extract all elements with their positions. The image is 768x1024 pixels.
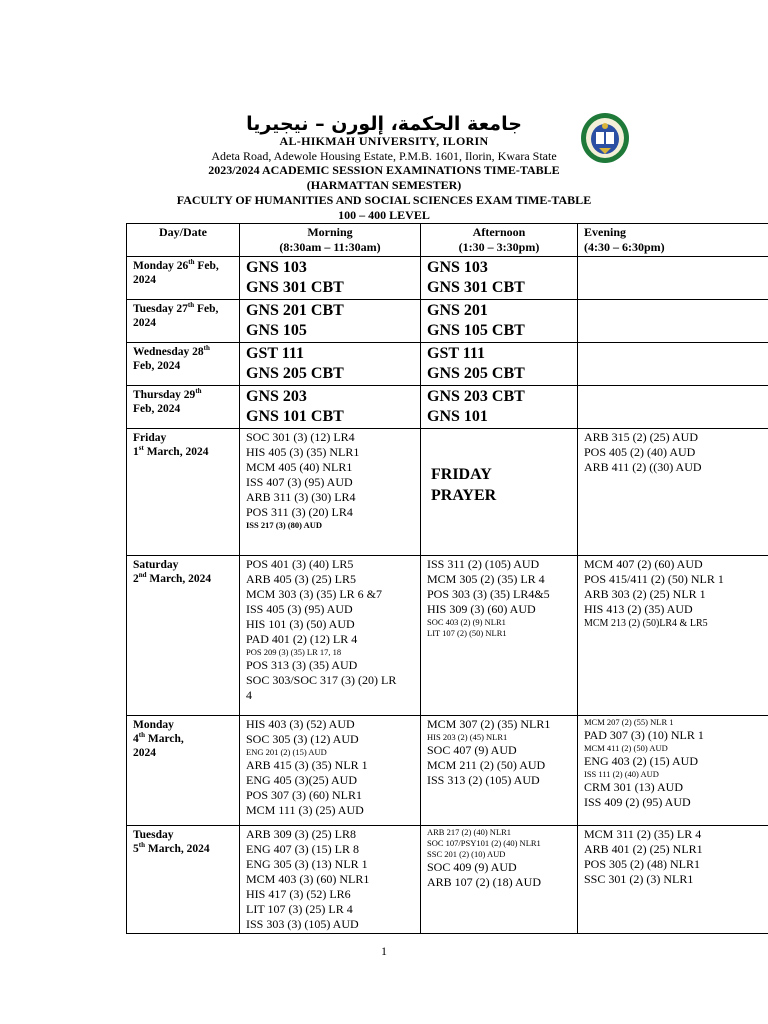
session-title: 2023/2024 ACADEMIC SESSION EXAMINATIONS TIME-TABLE [208, 163, 560, 177]
university-logo-icon [579, 112, 631, 164]
afternoon-cell: ISS 311 (2) (105) AUD MCM 305 (2) (35) LR 4 POS 303 (3) (35) LR4&5 HIS 309 (3) (60) AUD SOC 403 (2) (9) NLR1 LIT 107 (2) (50) NLR1 [421, 556, 578, 716]
friday-prayer-label: FRIDAY PRAYER [431, 466, 497, 504]
morning-cell: POS 401 (3) (40) LR5 ARB 405 (3) (25) LR5 MCM 303 (3) (35) LR 6 &7 ISS 405 (3) (95) AUD HIS 101 (3) (50) AUD PAD 401 (2) (12) LR 4 POS 209 (3) (35) LR 17, 18 POS 313 (3) (35) AUD SOC 303/SOC 317 (3) (20) LR 4 [240, 556, 421, 716]
afternoon-cell: MCM 307 (2) (35) NLR1 HIS 203 (2) (45) NLR1 SOC 407 (9) AUD MCM 211 (2) (50) AUD ISS 313 (2) (105) AUD [421, 716, 578, 826]
day-cell: Tuesday 5th March, 2024 [127, 826, 240, 934]
column-header-day: Day/Date [127, 224, 240, 257]
university-address: Adeta Road, Adewole Housing Estate, P.M.B. 1601, Ilorin, Kwara State [211, 149, 557, 163]
morning-cell: SOC 301 (3) (12) LR4 HIS 405 (3) (35) NLR1 MCM 405 (40) NLR1 ISS 407 (3) (95) AUD ARB 311 (3) (30) LR4 POS 311 (3) (20) LR4 ISS 217 (3) (80) AUD [240, 429, 421, 556]
morning-cell: GNS 203 GNS 101 CBT [240, 386, 421, 429]
university-name: AL-HIKMAH UNIVERSITY, ILORIN [279, 134, 489, 148]
evening-cell [578, 386, 768, 429]
morning-cell: HIS 403 (3) (52) AUD SOC 305 (3) (12) AUD ENG 201 (2) (15) AUD ARB 415 (3) (35) NLR 1 ENG 405 (3)(25) AUD POS 307 (3) (60) NLR1 MCM 111 (3) (25) AUD [240, 716, 421, 826]
evening-cell [578, 257, 768, 300]
afternoon-cell: ARB 217 (2) (40) NLR1 SOC 107/PSY101 (2) (40) NLR1 SSC 201 (2) (10) AUD SOC 409 (9) AUD ARB 107 (2) (18) AUD [421, 826, 578, 934]
evening-cell: MCM 407 (2) (60) AUD POS 415/411 (2) (50) NLR 1 ARB 303 (2) (25) NLR 1 HIS 413 (2) (35) AUD MCM 213 (2) (50)LR4 & LR5 [578, 556, 768, 716]
column-header-afternoon: Afternoon (1:30 – 3:30pm) [421, 224, 578, 257]
table-row [127, 257, 768, 300]
day-cell: Saturday 2nd March, 2024 [127, 556, 240, 716]
evening-cell: MCM 207 (2) (55) NLR 1 PAD 307 (3) (10) NLR 1 MCM 411 (2) (50) AUD ENG 403 (2) (15) AUD ISS 111 (2) (40) AUD CRM 301 (13) AUD ISS 409 (2) (95) AUD [578, 716, 768, 826]
afternoon-cell: GNS 103 GNS 301 CBT [421, 257, 578, 300]
column-header-morning: Morning (8:30am – 11:30am) [240, 224, 421, 257]
morning-cell: GNS 103 GNS 301 CBT [240, 257, 421, 300]
day-cell: Thursday 29th Feb, 2024 [127, 386, 240, 429]
afternoon-cell: GNS 201 GNS 105 CBT [421, 300, 578, 343]
page-number: 1 [381, 944, 387, 958]
day-cell: Tuesday 27th Feb, 2024 [127, 300, 240, 343]
table-row [127, 826, 768, 934]
arabic-university-name: جامعة الحكمة، إلورن – نيجيريا [246, 113, 522, 135]
table-row [127, 556, 768, 716]
day-cell: Monday 26th Feb, 2024 [127, 257, 240, 300]
afternoon-cell: GST 111 GNS 205 CBT [421, 343, 578, 386]
table-row [127, 386, 768, 429]
day-cell: Friday 1st March, 2024 [127, 429, 240, 556]
semester-title: (HARMATTAN SEMESTER) [306, 178, 462, 192]
table-header-row [127, 224, 768, 257]
afternoon-cell [421, 429, 578, 556]
evening-cell: ARB 315 (2) (25) AUD POS 405 (2) (40) AUD ARB 411 (2) ((30) AUD [578, 429, 768, 556]
day-cell: Monday 4th March, 2024 [127, 716, 240, 826]
table-row [127, 429, 768, 556]
morning-cell: GNS 201 CBT GNS 105 [240, 300, 421, 343]
afternoon-cell: GNS 203 CBT GNS 101 [421, 386, 578, 429]
table-row [127, 716, 768, 826]
morning-cell: ARB 309 (3) (25) LR8 ENG 407 (3) (15) LR 8 ENG 305 (3) (13) NLR 1 MCM 403 (3) (60) NLR1 HIS 417 (3) (52) LR6 LIT 107 (3) (25) LR 4 ISS 303 (3) (105) AUD [240, 826, 421, 934]
exam-timetable [126, 223, 768, 934]
evening-cell [578, 343, 768, 386]
column-header-evening: Evening (4:30 – 6:30pm) [578, 224, 768, 257]
evening-cell [578, 300, 768, 343]
morning-cell: GST 111 GNS 205 CBT [240, 343, 421, 386]
evening-cell: MCM 311 (2) (35) LR 4 ARB 401 (2) (25) NLR1 POS 305 (2) (48) NLR1 SSC 301 (2) (3) NLR1 [578, 826, 768, 934]
table-row [127, 300, 768, 343]
table-row [127, 343, 768, 386]
level-title: 100 – 400 LEVEL [338, 208, 430, 222]
faculty-title: FACULTY OF HUMANITIES AND SOCIAL SCIENCES EXAM TIME-TABLE [176, 193, 592, 207]
day-cell: Wednesday 28th Feb, 2024 [127, 343, 240, 386]
